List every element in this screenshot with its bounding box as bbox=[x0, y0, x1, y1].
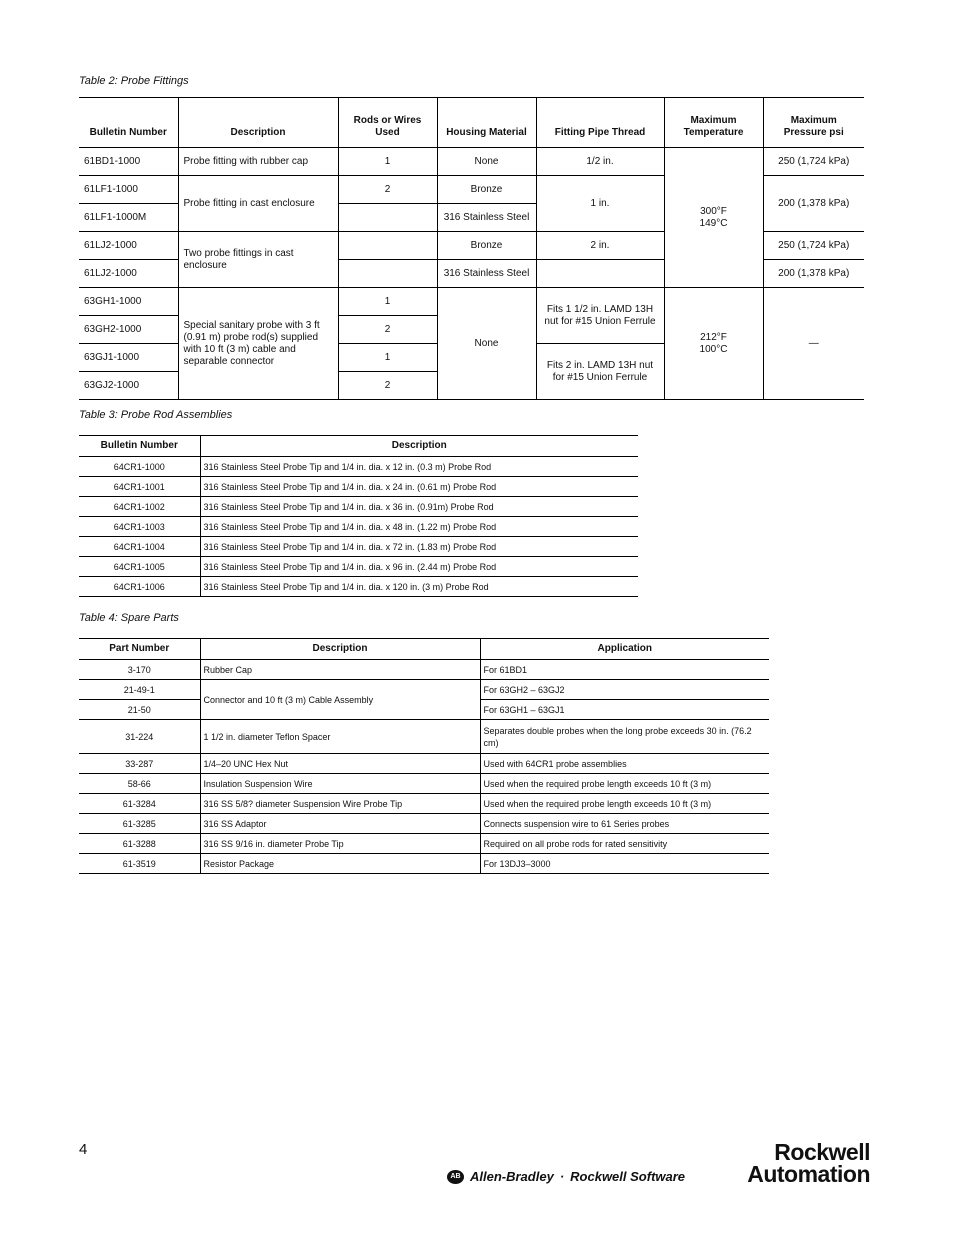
thread-cell bbox=[536, 260, 664, 288]
description-cell: 316 Stainless Steel Probe Tip and 1/4 in. dia. x 24 in. (0.61 m) Probe Rod bbox=[200, 477, 638, 497]
description-cell: 1 1/2 in. diameter Teflon Spacer bbox=[200, 720, 480, 754]
bulletin-cell: 63GJ1-1000 bbox=[79, 344, 178, 372]
table-row bbox=[79, 854, 769, 874]
table-row bbox=[79, 497, 638, 517]
thread-cell: 1/2 in. bbox=[536, 148, 664, 176]
bulletin-cell: 64CR1-1003 bbox=[79, 517, 200, 537]
col-header: Description bbox=[200, 639, 480, 660]
application-cell: Connects suspension wire to 61 Series probes bbox=[480, 814, 769, 834]
pressure-cell: 250 (1,724 kPa) bbox=[763, 232, 864, 260]
description-cell: 316 SS 5/8? diameter Suspension Wire Probe Tip bbox=[200, 794, 480, 814]
table-row bbox=[79, 477, 638, 497]
probe-rod-assemblies-table bbox=[79, 435, 638, 597]
description-cell: 316 SS Adaptor bbox=[200, 814, 480, 834]
description-cell: Special sanitary probe with 3 ft (0.91 m) probe rod(s) supplied with 10 ft (3 m) cable and separable connector bbox=[178, 288, 338, 400]
table-row bbox=[79, 517, 638, 537]
part-number-cell: 31-224 bbox=[79, 720, 200, 754]
part-number-cell: 61-3519 bbox=[79, 854, 200, 874]
rockwell-automation-logo bbox=[704, 1141, 870, 1185]
housing-cell: 316 Stainless Steel bbox=[437, 260, 536, 288]
bulletin-cell: 63GH1-1000 bbox=[79, 288, 178, 316]
pressure-cell: 200 (1,378 kPa) bbox=[763, 176, 864, 232]
table-header-row bbox=[79, 639, 769, 660]
housing-cell: Bronze bbox=[437, 176, 536, 204]
description-cell: Probe fitting with rubber cap bbox=[178, 148, 338, 176]
col-header: Rods or Wires Used bbox=[338, 98, 437, 148]
application-cell: For 13DJ3–3000 bbox=[480, 854, 769, 874]
application-cell: Separates double probes when the long probe exceeds 30 in. (76.2 cm) bbox=[480, 720, 769, 754]
application-cell: Used with 64CR1 probe assemblies bbox=[480, 754, 769, 774]
temp-f: 212°F bbox=[700, 331, 727, 343]
rods-cell: 1 bbox=[338, 344, 437, 372]
rods-cell: 2 bbox=[338, 176, 437, 204]
bulletin-cell: 64CR1-1005 bbox=[79, 557, 200, 577]
col-header: Maximum Temperature bbox=[664, 98, 763, 148]
part-number-cell: 61-3284 bbox=[79, 794, 200, 814]
spare-parts-table bbox=[79, 638, 769, 874]
table-row bbox=[79, 720, 769, 754]
housing-cell: Bronze bbox=[437, 232, 536, 260]
col-header: Fitting Pipe Thread bbox=[536, 98, 664, 148]
col-header: Housing Material bbox=[437, 98, 536, 148]
bulletin-cell: 61LF1-1000 bbox=[79, 176, 178, 204]
part-number-cell: 21-49-1 bbox=[79, 680, 200, 700]
thread-cell: 1 in. bbox=[536, 176, 664, 232]
description-cell: Resistor Package bbox=[200, 854, 480, 874]
logo-line-2: Automation bbox=[747, 1161, 870, 1187]
application-cell: Used when the required probe length exceeds 10 ft (3 m) bbox=[480, 794, 769, 814]
table-header-row bbox=[79, 436, 638, 457]
part-number-cell: 61-3288 bbox=[79, 834, 200, 854]
table-row bbox=[79, 148, 864, 176]
thread-cell: Fits 1 1/2 in. LAMD 13H nut for #15 Union Ferrule bbox=[536, 288, 664, 344]
application-cell: For 63GH1 – 63GJ1 bbox=[480, 700, 769, 720]
table4-caption: Table 4: Spare Parts bbox=[79, 612, 179, 624]
description-cell: Rubber Cap bbox=[200, 660, 480, 680]
col-header: Bulletin Number bbox=[79, 436, 200, 457]
application-cell: For 63GH2 – 63GJ2 bbox=[480, 680, 769, 700]
application-cell: Used when the required probe length exceeds 10 ft (3 m) bbox=[480, 774, 769, 794]
table-row bbox=[79, 537, 638, 557]
description-cell: Probe fitting in cast enclosure bbox=[178, 176, 338, 232]
bulletin-cell: 64CR1-1004 bbox=[79, 537, 200, 557]
housing-cell: None bbox=[437, 148, 536, 176]
part-number-cell: 21-50 bbox=[79, 700, 200, 720]
part-number-cell: 58-66 bbox=[79, 774, 200, 794]
table-row bbox=[79, 557, 638, 577]
rods-cell: 1 bbox=[338, 288, 437, 316]
table3-body bbox=[79, 457, 638, 597]
description-cell: Insulation Suspension Wire bbox=[200, 774, 480, 794]
pressure-cell: 250 (1,724 kPa) bbox=[763, 148, 864, 176]
temperature-cell bbox=[664, 288, 763, 400]
table-row bbox=[79, 794, 769, 814]
col-header: Part Number bbox=[79, 639, 200, 660]
description-cell: 316 Stainless Steel Probe Tip and 1/4 in. dia. x 48 in. (1.22 m) Probe Rod bbox=[200, 517, 638, 537]
temp-c: 149°C bbox=[699, 217, 728, 229]
bulletin-cell: 64CR1-1001 bbox=[79, 477, 200, 497]
rods-cell bbox=[338, 232, 437, 260]
rods-cell bbox=[338, 204, 437, 232]
bulletin-cell: 63GJ2-1000 bbox=[79, 372, 178, 400]
brand-separator: · bbox=[559, 1169, 565, 1184]
probe-fittings-table bbox=[79, 97, 864, 400]
description-cell: 316 Stainless Steel Probe Tip and 1/4 in. dia. x 36 in. (0.91m) Probe Rod bbox=[200, 497, 638, 517]
table-row bbox=[79, 814, 769, 834]
description-cell: Two probe fittings in cast enclosure bbox=[178, 232, 338, 288]
pressure-cell: — bbox=[763, 288, 864, 400]
description-cell: 316 Stainless Steel Probe Tip and 1/4 in. dia. x 96 in. (2.44 m) Probe Rod bbox=[200, 557, 638, 577]
rods-cell: 2 bbox=[338, 372, 437, 400]
bulletin-cell: 64CR1-1006 bbox=[79, 577, 200, 597]
thread-cell: 2 in. bbox=[536, 232, 664, 260]
logo-line-1: Rockwell bbox=[774, 1139, 870, 1165]
col-header: Description bbox=[178, 98, 338, 148]
brand-allen-bradley: Allen-Bradley bbox=[470, 1169, 554, 1184]
part-number-cell: 33-287 bbox=[79, 754, 200, 774]
table2-caption: Table 2: Probe Fittings bbox=[79, 75, 189, 87]
bulletin-cell: 64CR1-1002 bbox=[79, 497, 200, 517]
part-number-cell: 61-3285 bbox=[79, 814, 200, 834]
table-row bbox=[79, 577, 638, 597]
col-header: Description bbox=[200, 436, 638, 457]
col-header: Maximum Pressure psi bbox=[763, 98, 864, 148]
description-cell: Connector and 10 ft (3 m) Cable Assembly bbox=[200, 680, 480, 720]
description-cell: 1/4–20 UNC Hex Nut bbox=[200, 754, 480, 774]
application-cell: Required on all probe rods for rated sensitivity bbox=[480, 834, 769, 854]
housing-cell: 316 Stainless Steel bbox=[437, 204, 536, 232]
application-cell: For 61BD1 bbox=[480, 660, 769, 680]
description-cell: 316 Stainless Steel Probe Tip and 1/4 in. dia. x 72 in. (1.83 m) Probe Rod bbox=[200, 537, 638, 557]
table-row bbox=[79, 754, 769, 774]
allen-bradley-logo-icon: AB bbox=[447, 1170, 464, 1184]
bulletin-cell: 64CR1-1000 bbox=[79, 457, 200, 477]
bulletin-cell: 61LJ2-1000 bbox=[79, 260, 178, 288]
table-row bbox=[79, 834, 769, 854]
thread-cell: Fits 2 in. LAMD 13H nut for #15 Union Ferrule bbox=[536, 344, 664, 400]
pressure-cell: 200 (1,378 kPa) bbox=[763, 260, 864, 288]
temp-f: 300°F bbox=[700, 205, 727, 217]
brand-rockwell-software: Rockwell Software bbox=[570, 1169, 686, 1184]
description-cell: 316 Stainless Steel Probe Tip and 1/4 in. dia. x 12 in. (0.3 m) Probe Rod bbox=[200, 457, 638, 477]
page-number: 4 bbox=[79, 1141, 88, 1158]
table-row bbox=[79, 680, 769, 700]
brand-line bbox=[447, 1169, 685, 1184]
bulletin-cell: 63GH2-1000 bbox=[79, 316, 178, 344]
bulletin-cell: 61BD1-1000 bbox=[79, 148, 178, 176]
bulletin-cell: 61LF1-1000M bbox=[79, 204, 178, 232]
rods-cell: 1 bbox=[338, 148, 437, 176]
description-cell: 316 SS 9/16 in. diameter Probe Tip bbox=[200, 834, 480, 854]
rods-cell: 2 bbox=[338, 316, 437, 344]
bulletin-cell: 61LJ2-1000 bbox=[79, 232, 178, 260]
table-header-row bbox=[79, 98, 864, 148]
temperature-cell bbox=[664, 148, 763, 288]
table-row bbox=[79, 288, 864, 316]
housing-cell: None bbox=[437, 288, 536, 400]
table3-caption: Table 3: Probe Rod Assemblies bbox=[79, 409, 233, 421]
part-number-cell: 3-170 bbox=[79, 660, 200, 680]
table-row bbox=[79, 774, 769, 794]
rods-cell bbox=[338, 260, 437, 288]
description-cell: 316 Stainless Steel Probe Tip and 1/4 in. dia. x 120 in. (3 m) Probe Rod bbox=[200, 577, 638, 597]
table-row bbox=[79, 660, 769, 680]
col-header: Bulletin Number bbox=[79, 98, 178, 148]
col-header: Application bbox=[480, 639, 769, 660]
temp-c: 100°C bbox=[699, 343, 728, 355]
table-row bbox=[79, 457, 638, 477]
